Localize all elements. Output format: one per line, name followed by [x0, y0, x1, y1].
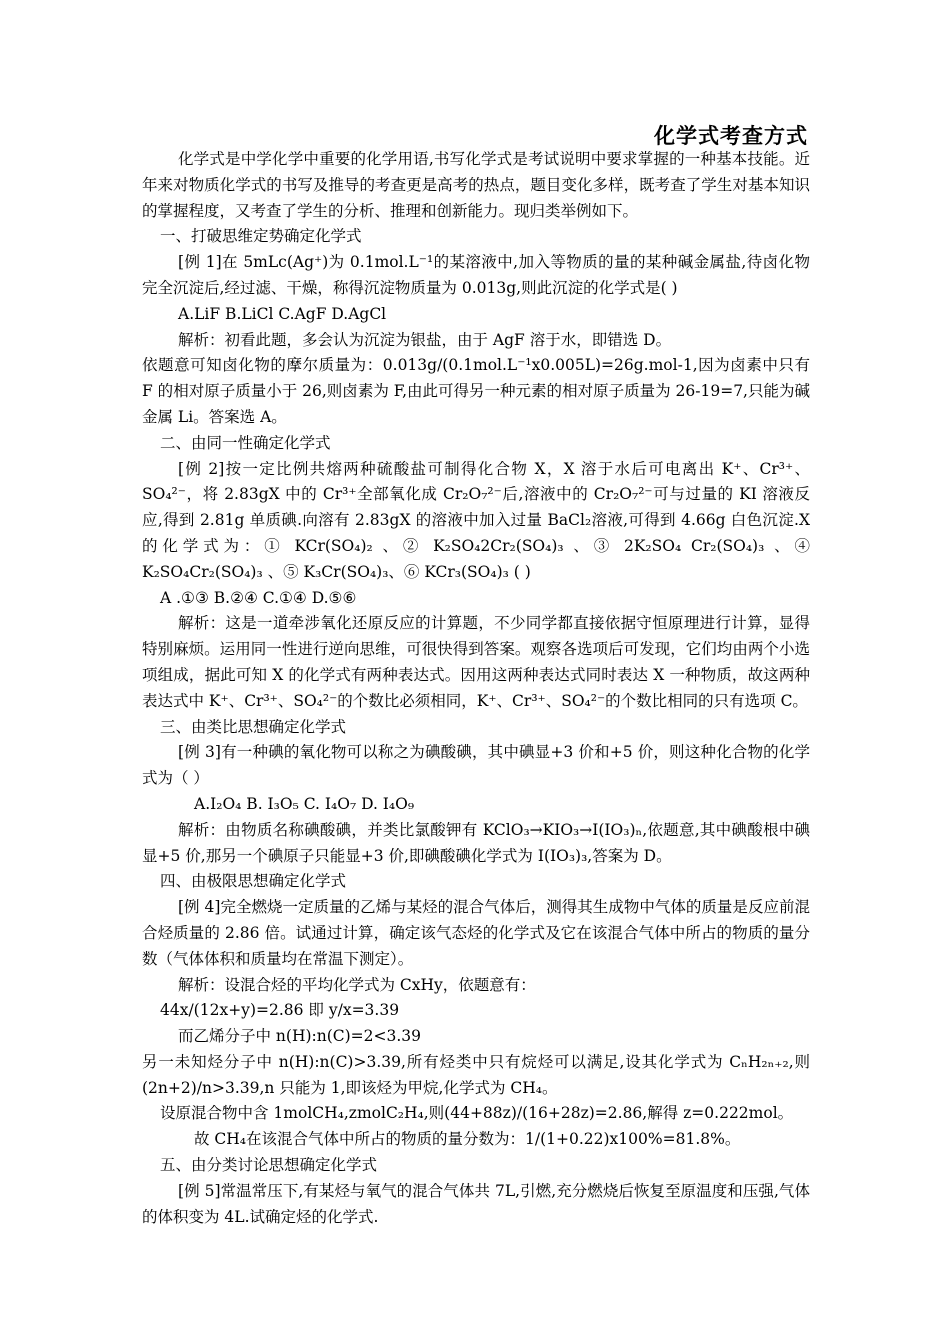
example-1-analysis-cont: 依题意可知卤化物的摩尔质量为：0.013g/(0.1mol.L⁻¹x0.005L)=26g.mol-1,因为卤素中只有 F 的相对原子质量小于 26,则卤素为 F,由此可得另一种元素的相对原子质量为 26-19=7,只能为碱金属 Li。答案选 A。 — [142, 356, 810, 426]
page-title: 化学式考查方式 — [654, 124, 808, 148]
example-2-analysis: 解析：这是一道牵涉氧化还原反应的计算题，不少同学都直接依据守恒原理进行计算，显得特别麻烦。运用同一性进行逆向思维，可很快得到答案。观察各选项后可发现，它们均由两个小选项组成，据此可知 X 的化学式有两种表达式。因用这两种表达式同时表达 X 一种物质，故这两种表达式中 K⁺、Cr³⁺、SO₄²⁻的个数比必须相同，K⁺、Cr³⁺、SO₄²⁻的个数比相同的只有选项 C。 — [142, 614, 810, 710]
example-4-ethylene-ratio: 而乙烯分子中 n(H):n(C)=2<3.39 — [178, 1027, 422, 1046]
section-heading-4: 四、由极限思想确定化学式 — [160, 872, 347, 891]
example-3-analysis: 解析：由物质名称碘酸碘，并类比氯酸钾有 KClO₃→KIO₃→I(IO₃)ₙ,依题意,其中碘酸根中碘显+5 价,那另一个碘原子只能显+3 价,即碘酸碘化学式为 I(IO₃)₃,答案为 D。 — [142, 820, 810, 865]
example-4-question: [例 4]完全燃烧一定质量的乙烯与某烃的混合气体后，测得其生成物中气体的质量是反应前混合烃质量的 2.86 倍。试通过计算，确定该气态烃的化学式及它在该混合气体中所占的物质的量分数（气体体积和质量均在常温下测定）。 — [142, 898, 810, 968]
section-heading-2: 二、由同一性确定化学式 — [160, 433, 331, 452]
example-4-fraction: 故 CH₄在该混合气体中所占的物质的量分数为：1/(1+0.22)x100%=81.8%。 — [194, 1130, 741, 1149]
example-3-question: [例 3]有一种碘的氧化物可以称之为碘酸碘，其中碘显+3 价和+5 价，则这种化合物的化学式为（ ） — [142, 743, 810, 788]
document-body — [142, 147, 810, 1230]
section-heading-5: 五、由分类讨论思想确定化学式 — [160, 1156, 378, 1175]
example-4-unknown-hydrocarbon: 另一未知烃分子中 n(H):n(C)>3.39,所有烃类中只有烷烃可以满足,设其化学式为 CₙH₂ₙ₊₂,则(2n+2)/n>3.39,n 只能为 1,即该烃为甲烷,化学式为 CH₄。 — [142, 1052, 810, 1097]
section-heading-3: 三、由类比思想确定化学式 — [160, 717, 347, 736]
example-1-options: A.LiF B.LiCl C.AgF D.AgCl — [178, 304, 387, 323]
example-4-mixture-calc: 设原混合物中含 1molCH₄,zmolC₂H₄,则(44+88z)/(16+28z)=2.86,解得 z=0.222mol。 — [160, 1104, 794, 1123]
example-2-question: [例 2]按一定比例共熔两种硫酸盐可制得化合物 X，X 溶于水后可电离出 K⁺、Cr³⁺、SO₄²⁻，将 2.83gX 中的 Cr³⁺全部氧化成 Cr₂O₇²⁻后,溶液中的 Cr₂O₇²⁻可与过量的 KI 溶液反应,得到 2.81g 单质碘.向溶有 2.83gX 的溶液中加入过量 BaCl₂溶液,可得到 4.66g 白色沉淀.X 的化学式为：① KCr(SO₄)₂ 、② K₂SO₄2Cr₂(SO₄)₃ 、③ 2K₂SO₄ Cr₂(SO₄)₃ 、④ K₂SO₄Cr₂(SO₄)₃ 、⑤ K₃Cr(SO₄)₃、⑥ KCr₃(SO₄)₃ ( ) — [142, 459, 810, 581]
intro-paragraph: 化学式是中学化学中重要的化学用语,书写化学式是考试说明中要求掌握的一种基本技能。近年来对物质化学式的书写及推导的考查更是高考的热点，题目变化多样，既考查了学生对基本知识的掌握程度，又考查了学生的分析、推理和创新能力。现归类举例如下。 — [142, 150, 810, 220]
example-4-equation: 44x/(12x+y)=2.86 即 y/x=3.39 — [160, 1001, 400, 1020]
example-2-options: A .①③ B.②④ C.①④ D.⑤⑥ — [160, 588, 357, 607]
example-1-analysis: 解析：初看此题，多会认为沉淀为银盐，由于 AgF 溶于水，即错选 D。 — [178, 330, 672, 349]
example-4-analysis: 解析：设混合烃的平均化学式为 CxHy，依题意有： — [178, 975, 536, 994]
example-1-question: [例 1]在 5mLc(Ag⁺)为 0.1mol.L⁻¹的某溶液中,加入等物质的量的某种碱金属盐,待卤化物完全沉淀后,经过滤、干燥，称得沉淀物质量为 0.013g,则此沉淀的化学式是( ) — [142, 253, 810, 297]
example-5-question: [例 5]常温常压下,有某烃与氧气的混合气体共 7L,引燃,充分燃烧后恢复至原温度和压强,气体的体积变为 4L.试确定烃的化学式. — [142, 1181, 810, 1226]
section-heading-1: 一、打破思维定势确定化学式 — [160, 227, 362, 246]
example-3-options: A.I₂O₄ B. I₃O₅ C. I₄O₇ D. I₄O₉ — [194, 794, 415, 813]
